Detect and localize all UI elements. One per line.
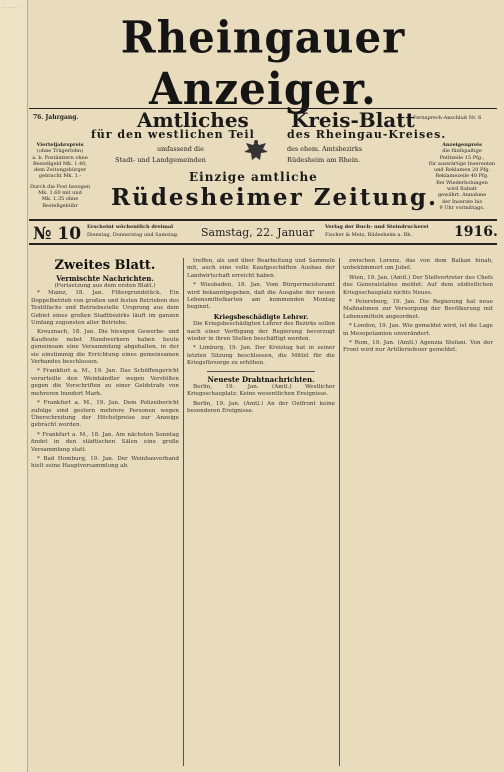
article-paragraph: * Rom, 19. Jan. (Amtl.) Agenzia Stefani. Von der Front wird nur Artilleriefeuer gemeldet.: [343, 340, 493, 354]
fernsprech-label: Fernsprech-Anschluß Nr. 6: [413, 115, 482, 121]
zweites-blatt-heading: Zweites Blatt.: [54, 258, 156, 273]
left-price-box: [29, 142, 91, 209]
newspaper-sheet: [29, 0, 497, 772]
article-paragraph: * London, 19. Jan. Wie gemeldet wird, ist die Lage in Mesopotamien unverändert.: [343, 323, 493, 337]
einzige-amtliche-label: Einzige amtliche: [189, 170, 318, 184]
article-paragraph: Berlin, 19. Jan. (Amtl.) Westlicher Kriegsschauplatz: Keine wesentlichen Ereignisse.: [187, 383, 335, 398]
article-paragraph: * Limburg, 19. Jan. Der Kreistag hat in seiner letzten Sitzung beschlossen, die Mittel für die Kriegsfürsorge zu erhöhen.: [187, 345, 335, 367]
right-box-line: gewährt. Annahme: [437, 192, 487, 199]
binding-strip: [0, 0, 28, 772]
right-box-line: für auswärtige Inserenten: [428, 160, 496, 167]
column-3: [343, 258, 493, 766]
ruedesheim-label: Rüdesheim am Rhein.: [287, 156, 361, 164]
article-paragraph: * Wiesbaden, 18. Jan. Vom Bürgermeisteramt wird bekanntgegeben, daß die Ausgabe der neuen Lebensmittelkarten am kommenden Montag beginnt.: [187, 282, 335, 311]
erscheint-tage: Dienstag, Donnerstag und Samstag.: [87, 232, 179, 238]
left-box-line: dem Zeitungsbürger: [33, 167, 87, 174]
issue-year: 1916.: [454, 224, 498, 240]
ehemaligen-label: des ehem. Amtsbezirks: [287, 145, 362, 153]
article-paragraph: * Mainz, 18. Jan. Filtergrundstück. Ein Doppelbetrieb von großen und festen Betrieben des Textilfachs und Betriebsstelle Ursprung aus dem Gebiet eines großen Stadtbezirks läuft im ganzen Umfang zugunsten aller Betriebe.: [31, 290, 179, 327]
binding-text: . . . . . .: [2, 4, 20, 10]
ruedesheimer-zeitung-title: Rüdesheimer Zeitung.: [111, 184, 439, 211]
right-box-title: Anzeigenpreis: [442, 142, 482, 148]
right-box-line: und Reklamen 20 Pfg.: [433, 167, 491, 174]
column-1: [31, 258, 179, 766]
westlichen-teil-label: für den westlichen Teil: [91, 128, 255, 141]
jahrgang-label: 76. Jahrgang.: [33, 114, 79, 121]
article-paragraph: * Frankfurt a. M., 18. Jan. Am nächsten Sonntag findet in den städtischen Sälen eine große Versammlung statt.: [31, 431, 179, 453]
left-box-title: Vierteljahrspreis: [36, 142, 84, 148]
amtliches-label: Amtliches: [137, 108, 249, 132]
eagle-crest-icon: [241, 138, 271, 164]
left-box-line: Durch die Post bezogen: [29, 183, 91, 190]
article-paragraph: Die Kriegsbeschädigten Lehrer des Bezirks sollen nach einer Verfügung der Regierung bevorzugt wieder in ihren Stellen beschäftigt werden.: [187, 321, 335, 343]
kreisblatt-label: Kreis-Blatt: [291, 108, 415, 132]
vermischte-heading: Vermischte Nachrichten.: [56, 274, 154, 283]
article-paragraph: zwischen Lorenz, das von dem Balkan hinab, unbekümmert um Jubel.: [343, 258, 493, 272]
article-paragraph: Kreuznach, 18. Jan. Die hiesigen Gewerbe- und Kaufleute nebst Handwerkern haben heute gemeinsam eine Versammlung abgehalten, in der sie einstimmig die Errichtung eines gemeinsamen Verbandes beschlossen.: [31, 329, 179, 366]
stadt-label: Stadt- und Landgemeinden: [115, 156, 206, 164]
issue-number: № 10: [33, 224, 82, 244]
article-paragraph: * Frankfurt a. M., 19. Jan. Das Schöffengericht verurteilte den Weinhändler wegen Verstößen gegen die Vorschriften zu einer Geldstrafe von mehreren hundert Mark.: [31, 368, 179, 397]
article-paragraph: Wien, 19. Jan. (Amtl.) Der Stellvertreter des Chefs des Generalstabes meldet: Auf dem südöstlichen Kriegsschauplatz nichts Neues.: [343, 274, 493, 296]
fortsetzung-note: (Fortsetzung aus dem ersten Blatt.): [54, 283, 156, 289]
article-paragraph: treffen, als und über Bearbeitung und Sammeln mit, auch eine volle Kaufgeschäften Ausbau der Landwirtschaft erreicht haben.: [187, 258, 335, 279]
right-box-line: die fünfspaltige: [442, 148, 482, 155]
left-box-line: a. b. Postämtern ohne: [32, 154, 88, 161]
article-paragraph: * Petersburg, 19. Jan. Die Regierung hat neue Maßnahmen zur Versorgung der Bevölkerung mit Lebensmitteln angeordnet.: [343, 299, 493, 320]
right-box-line: der Inserate bis: [441, 198, 483, 205]
left-box-line: Mk. 1.60 mit und: [38, 190, 82, 197]
rheingau-kreis-label: des Rheingau-Kreises.: [287, 128, 447, 141]
right-box-line: 9 Uhr vormittags.: [439, 204, 485, 211]
left-box-line: (ohne Trägerlohn): [36, 148, 84, 155]
umfassend-label: umfassend die: [157, 145, 204, 153]
left-box-line: Mk. 1.35 ohne: [41, 196, 79, 203]
right-box-line: wird Rabatt: [446, 186, 478, 193]
left-box-line: Bestellgebühr: [42, 202, 78, 209]
right-box-line: Reklamezeile 40 Pfg.: [435, 173, 489, 180]
erscheint-label: Erscheint wöchentlich dreimal: [87, 224, 174, 230]
article-paragraph: * Bad Homburg, 19. Jan. Der Weinbauverband hielt seine Hauptversammlung ab.: [31, 455, 179, 470]
left-box-line: gebracht Mk. 1.-: [38, 173, 82, 180]
verlag-label: Verlag der Buch- und Steindruckerei: [325, 224, 429, 230]
left-box-line: Bestellgeld Mk. 1.40,: [33, 160, 87, 167]
right-box-line: Petitzeile 15 Pfg.,: [439, 154, 485, 161]
masthead-title: Rheingauer Anzeiger.: [120, 11, 406, 115]
kriegsbeschaedigte-heading: Kriegsbeschädigte Lehrer.: [213, 312, 309, 321]
article-paragraph: * Frankfurt a. M., 19. Jan. Dem Polizeibericht zufolge sind gestern mehrere Personen wegen Überschreitung der Höchstpreise zur Anzeige gebracht worden.: [31, 400, 179, 429]
right-box-line: Bei Wiederholungen: [436, 179, 488, 186]
column-2: [187, 258, 335, 766]
article-paragraph: Berlin, 19. Jan. (Amtl.) An der Ostfront keine besonderen Ereignisse.: [187, 400, 335, 414]
drahtnachrichten-heading: Neueste Drahtnachrichten.: [207, 374, 315, 384]
issue-date: Samstag, 22. Januar: [201, 226, 315, 239]
drucker-label: Fischer & Metz, Rüdesheim a. Rh.: [325, 232, 413, 238]
